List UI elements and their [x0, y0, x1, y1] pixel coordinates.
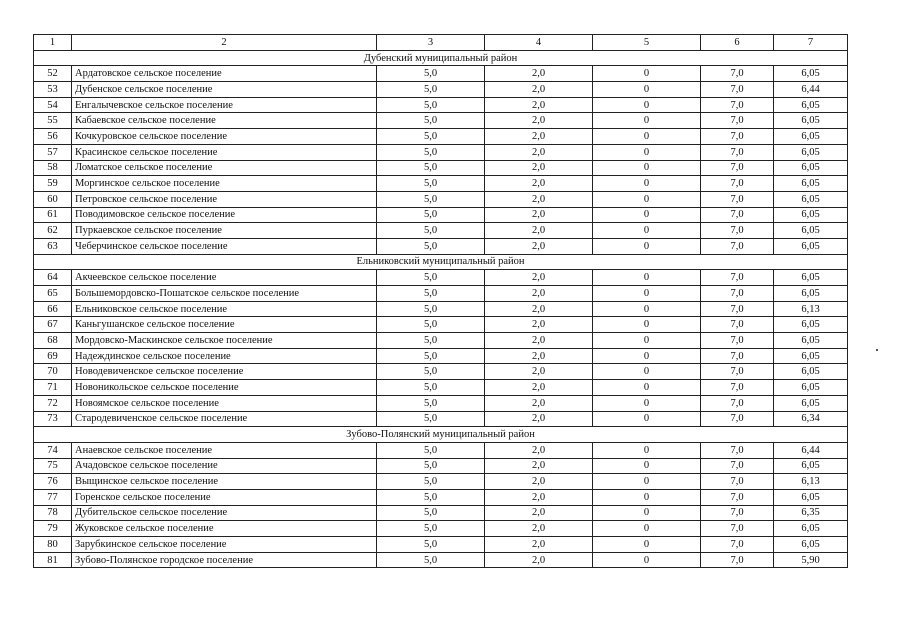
settlement-name: Петровское сельское поселение	[72, 191, 377, 207]
value-col-6: 7,0	[701, 144, 774, 160]
value-col-3: 5,0	[377, 380, 485, 396]
value-col-5: 0	[593, 97, 701, 113]
table-row	[34, 82, 848, 98]
value-col-5: 0	[593, 474, 701, 490]
row-number: 75	[34, 458, 72, 474]
table-row	[34, 113, 848, 129]
value-col-7: 6,05	[774, 286, 848, 302]
table-row	[34, 317, 848, 333]
value-col-3: 5,0	[377, 537, 485, 553]
row-number: 67	[34, 317, 72, 333]
row-number: 61	[34, 207, 72, 223]
table-row	[34, 474, 848, 490]
value-col-6: 7,0	[701, 552, 774, 568]
value-col-5: 0	[593, 552, 701, 568]
value-col-7: 6,05	[774, 458, 848, 474]
value-col-4: 2,0	[485, 270, 593, 286]
column-number-header: 6	[701, 35, 774, 51]
value-col-6: 7,0	[701, 66, 774, 82]
column-number-header: 5	[593, 35, 701, 51]
settlement-name: Новоямское сельское поселение	[72, 395, 377, 411]
row-number: 81	[34, 552, 72, 568]
settlement-name: Пуркаевское сельское поселение	[72, 223, 377, 239]
row-number: 62	[34, 223, 72, 239]
value-col-3: 5,0	[377, 97, 485, 113]
row-number: 64	[34, 270, 72, 286]
value-col-3: 5,0	[377, 552, 485, 568]
district-title: Зубово-Полянский муниципальный район	[34, 427, 848, 443]
value-col-6: 7,0	[701, 160, 774, 176]
value-col-7: 6,35	[774, 505, 848, 521]
value-col-7: 6,05	[774, 129, 848, 145]
value-col-6: 7,0	[701, 521, 774, 537]
value-col-7: 6,05	[774, 521, 848, 537]
value-col-6: 7,0	[701, 364, 774, 380]
row-number: 53	[34, 82, 72, 98]
row-number: 69	[34, 348, 72, 364]
table-row	[34, 270, 848, 286]
table-row	[34, 537, 848, 553]
value-col-7: 6,13	[774, 474, 848, 490]
settlement-name: Кочкуровское сельское поселение	[72, 129, 377, 145]
value-col-7: 6,05	[774, 364, 848, 380]
value-col-7: 6,05	[774, 348, 848, 364]
municipal-table	[33, 34, 848, 568]
row-number: 55	[34, 113, 72, 129]
value-col-3: 5,0	[377, 82, 485, 98]
table-row	[34, 552, 848, 568]
value-col-4: 2,0	[485, 238, 593, 254]
value-col-5: 0	[593, 348, 701, 364]
value-col-6: 7,0	[701, 238, 774, 254]
value-col-6: 7,0	[701, 301, 774, 317]
value-col-4: 2,0	[485, 489, 593, 505]
value-col-7: 6,05	[774, 191, 848, 207]
value-col-7: 6,05	[774, 395, 848, 411]
settlement-name: Жуковское сельское поселение	[72, 521, 377, 537]
value-col-4: 2,0	[485, 129, 593, 145]
value-col-7: 6,05	[774, 317, 848, 333]
value-col-5: 0	[593, 129, 701, 145]
row-number: 60	[34, 191, 72, 207]
value-col-4: 2,0	[485, 474, 593, 490]
value-col-3: 5,0	[377, 348, 485, 364]
table-row	[34, 129, 848, 145]
value-col-3: 5,0	[377, 223, 485, 239]
row-number: 80	[34, 537, 72, 553]
value-col-4: 2,0	[485, 144, 593, 160]
value-col-7: 6,05	[774, 270, 848, 286]
table-row	[34, 489, 848, 505]
value-col-3: 5,0	[377, 160, 485, 176]
value-col-4: 2,0	[485, 317, 593, 333]
column-number-header: 2	[72, 35, 377, 51]
value-col-3: 5,0	[377, 301, 485, 317]
table-row	[34, 301, 848, 317]
value-col-5: 0	[593, 207, 701, 223]
value-col-3: 5,0	[377, 521, 485, 537]
row-number: 70	[34, 364, 72, 380]
value-col-7: 6,05	[774, 489, 848, 505]
table-row	[34, 411, 848, 427]
value-col-7: 6,05	[774, 97, 848, 113]
value-col-6: 7,0	[701, 380, 774, 396]
settlement-name: Мордовско-Маскинское сельское поселение	[72, 333, 377, 349]
header-row	[34, 35, 848, 51]
table-body	[34, 35, 848, 568]
value-col-5: 0	[593, 458, 701, 474]
settlement-name: Горенское сельское поселение	[72, 489, 377, 505]
row-number: 71	[34, 380, 72, 396]
district-title: Дубенский муниципальный район	[34, 50, 848, 66]
settlement-name: Новоникольское сельское поселение	[72, 380, 377, 396]
value-col-3: 5,0	[377, 411, 485, 427]
row-number: 79	[34, 521, 72, 537]
table-row	[34, 286, 848, 302]
row-number: 78	[34, 505, 72, 521]
value-col-4: 2,0	[485, 66, 593, 82]
value-col-5: 0	[593, 238, 701, 254]
value-col-7: 6,05	[774, 160, 848, 176]
row-number: 59	[34, 176, 72, 192]
value-col-3: 5,0	[377, 66, 485, 82]
value-col-5: 0	[593, 191, 701, 207]
value-col-5: 0	[593, 489, 701, 505]
row-number: 65	[34, 286, 72, 302]
settlement-name: Дубенское сельское поселение	[72, 82, 377, 98]
value-col-3: 5,0	[377, 270, 485, 286]
value-col-4: 2,0	[485, 380, 593, 396]
value-col-4: 2,0	[485, 395, 593, 411]
value-col-4: 2,0	[485, 160, 593, 176]
column-number-header: 1	[34, 35, 72, 51]
value-col-6: 7,0	[701, 97, 774, 113]
scan-speck	[876, 349, 878, 351]
value-col-6: 7,0	[701, 82, 774, 98]
settlement-name: Выщинское сельское поселение	[72, 474, 377, 490]
district-section-row	[34, 427, 848, 443]
value-col-3: 5,0	[377, 176, 485, 192]
value-col-4: 2,0	[485, 411, 593, 427]
settlement-name: Чеберчинское сельское поселение	[72, 238, 377, 254]
value-col-6: 7,0	[701, 207, 774, 223]
value-col-4: 2,0	[485, 176, 593, 192]
value-col-7: 6,05	[774, 223, 848, 239]
settlement-name: Дубительское сельское поселение	[72, 505, 377, 521]
table-row	[34, 521, 848, 537]
value-col-3: 5,0	[377, 333, 485, 349]
value-col-3: 5,0	[377, 458, 485, 474]
row-number: 54	[34, 97, 72, 113]
row-number: 76	[34, 474, 72, 490]
settlement-name: Зарубкинское сельское поселение	[72, 537, 377, 553]
value-col-6: 7,0	[701, 223, 774, 239]
value-col-4: 2,0	[485, 207, 593, 223]
value-col-4: 2,0	[485, 348, 593, 364]
value-col-3: 5,0	[377, 364, 485, 380]
value-col-5: 0	[593, 317, 701, 333]
settlement-name: Кабаевское сельское поселение	[72, 113, 377, 129]
value-col-5: 0	[593, 160, 701, 176]
value-col-4: 2,0	[485, 97, 593, 113]
district-section-row	[34, 254, 848, 270]
table-row	[34, 348, 848, 364]
value-col-7: 6,05	[774, 537, 848, 553]
value-col-3: 5,0	[377, 144, 485, 160]
settlement-name: Ардатовское сельское поселение	[72, 66, 377, 82]
row-number: 52	[34, 66, 72, 82]
value-col-3: 5,0	[377, 191, 485, 207]
settlement-name: Поводимовское сельское поселение	[72, 207, 377, 223]
row-number: 58	[34, 160, 72, 176]
value-col-7: 6,13	[774, 301, 848, 317]
value-col-7: 6,05	[774, 176, 848, 192]
value-col-7: 6,05	[774, 207, 848, 223]
settlement-name: Красинское сельское поселение	[72, 144, 377, 160]
value-col-3: 5,0	[377, 286, 485, 302]
value-col-5: 0	[593, 113, 701, 129]
value-col-6: 7,0	[701, 333, 774, 349]
settlement-name: Зубово-Полянское городское поселение	[72, 552, 377, 568]
value-col-6: 7,0	[701, 537, 774, 553]
row-number: 63	[34, 238, 72, 254]
value-col-3: 5,0	[377, 238, 485, 254]
value-col-3: 5,0	[377, 207, 485, 223]
column-number-header: 4	[485, 35, 593, 51]
value-col-6: 7,0	[701, 317, 774, 333]
table-row	[34, 223, 848, 239]
table-row	[34, 66, 848, 82]
district-section-row	[34, 50, 848, 66]
value-col-4: 2,0	[485, 286, 593, 302]
row-number: 68	[34, 333, 72, 349]
row-number: 56	[34, 129, 72, 145]
value-col-6: 7,0	[701, 176, 774, 192]
table-row	[34, 442, 848, 458]
value-col-7: 6,44	[774, 82, 848, 98]
column-number-header: 7	[774, 35, 848, 51]
value-col-5: 0	[593, 223, 701, 239]
value-col-4: 2,0	[485, 223, 593, 239]
table-row	[34, 395, 848, 411]
table-row	[34, 380, 848, 396]
value-col-3: 5,0	[377, 442, 485, 458]
value-col-5: 0	[593, 144, 701, 160]
settlement-name: Большемордовско-Пошатское сельское поселение	[72, 286, 377, 302]
value-col-4: 2,0	[485, 333, 593, 349]
row-number: 73	[34, 411, 72, 427]
value-col-7: 6,05	[774, 144, 848, 160]
row-number: 77	[34, 489, 72, 505]
value-col-5: 0	[593, 66, 701, 82]
value-col-3: 5,0	[377, 317, 485, 333]
value-col-3: 5,0	[377, 489, 485, 505]
value-col-5: 0	[593, 286, 701, 302]
value-col-6: 7,0	[701, 458, 774, 474]
value-col-4: 2,0	[485, 442, 593, 458]
value-col-7: 6,05	[774, 113, 848, 129]
settlement-name: Акчеевское сельское поселение	[72, 270, 377, 286]
value-col-4: 2,0	[485, 301, 593, 317]
table-row	[34, 144, 848, 160]
value-col-3: 5,0	[377, 113, 485, 129]
settlement-name: Ломатское сельское поселение	[72, 160, 377, 176]
value-col-4: 2,0	[485, 552, 593, 568]
table-row	[34, 191, 848, 207]
table-row	[34, 176, 848, 192]
value-col-6: 7,0	[701, 129, 774, 145]
column-number-header: 3	[377, 35, 485, 51]
value-col-4: 2,0	[485, 537, 593, 553]
settlement-name: Ачадовское сельское поселение	[72, 458, 377, 474]
settlement-name: Моргинское сельское поселение	[72, 176, 377, 192]
value-col-6: 7,0	[701, 348, 774, 364]
table-row	[34, 160, 848, 176]
value-col-5: 0	[593, 333, 701, 349]
value-col-5: 0	[593, 442, 701, 458]
value-col-5: 0	[593, 537, 701, 553]
value-col-4: 2,0	[485, 82, 593, 98]
value-col-7: 6,05	[774, 238, 848, 254]
settlement-name: Ельниковское сельское поселение	[72, 301, 377, 317]
value-col-3: 5,0	[377, 505, 485, 521]
value-col-6: 7,0	[701, 442, 774, 458]
value-col-5: 0	[593, 411, 701, 427]
table-row	[34, 364, 848, 380]
value-col-6: 7,0	[701, 505, 774, 521]
value-col-6: 7,0	[701, 270, 774, 286]
table-row	[34, 458, 848, 474]
value-col-5: 0	[593, 270, 701, 286]
value-col-3: 5,0	[377, 129, 485, 145]
value-col-7: 6,05	[774, 380, 848, 396]
table-row	[34, 238, 848, 254]
settlement-name: Новодевиченское сельское поселение	[72, 364, 377, 380]
value-col-4: 2,0	[485, 458, 593, 474]
row-number: 66	[34, 301, 72, 317]
value-col-6: 7,0	[701, 474, 774, 490]
value-col-6: 7,0	[701, 411, 774, 427]
value-col-6: 7,0	[701, 489, 774, 505]
value-col-5: 0	[593, 380, 701, 396]
value-col-5: 0	[593, 364, 701, 380]
settlement-name: Анаевское сельское поселение	[72, 442, 377, 458]
value-col-4: 2,0	[485, 505, 593, 521]
value-col-6: 7,0	[701, 113, 774, 129]
settlement-name: Енгалычевское сельское поселение	[72, 97, 377, 113]
row-number: 74	[34, 442, 72, 458]
row-number: 57	[34, 144, 72, 160]
value-col-5: 0	[593, 395, 701, 411]
value-col-7: 6,34	[774, 411, 848, 427]
value-col-5: 0	[593, 301, 701, 317]
value-col-4: 2,0	[485, 521, 593, 537]
value-col-6: 7,0	[701, 191, 774, 207]
district-title: Ельниковский муниципальный район	[34, 254, 848, 270]
value-col-5: 0	[593, 521, 701, 537]
value-col-7: 6,05	[774, 66, 848, 82]
settlement-name: Надеждинское сельское поселение	[72, 348, 377, 364]
value-col-4: 2,0	[485, 191, 593, 207]
value-col-6: 7,0	[701, 286, 774, 302]
value-col-3: 5,0	[377, 395, 485, 411]
value-col-6: 7,0	[701, 395, 774, 411]
value-col-5: 0	[593, 505, 701, 521]
value-col-3: 5,0	[377, 474, 485, 490]
value-col-5: 0	[593, 82, 701, 98]
table-row	[34, 505, 848, 521]
value-col-5: 0	[593, 176, 701, 192]
value-col-4: 2,0	[485, 364, 593, 380]
value-col-7: 6,44	[774, 442, 848, 458]
table-row	[34, 97, 848, 113]
value-col-7: 5,90	[774, 552, 848, 568]
settlement-name: Стародевиченское сельское поселение	[72, 411, 377, 427]
value-col-4: 2,0	[485, 113, 593, 129]
value-col-7: 6,05	[774, 333, 848, 349]
row-number: 72	[34, 395, 72, 411]
table-row	[34, 207, 848, 223]
settlement-name: Каньгушанское сельское поселение	[72, 317, 377, 333]
table-row	[34, 333, 848, 349]
